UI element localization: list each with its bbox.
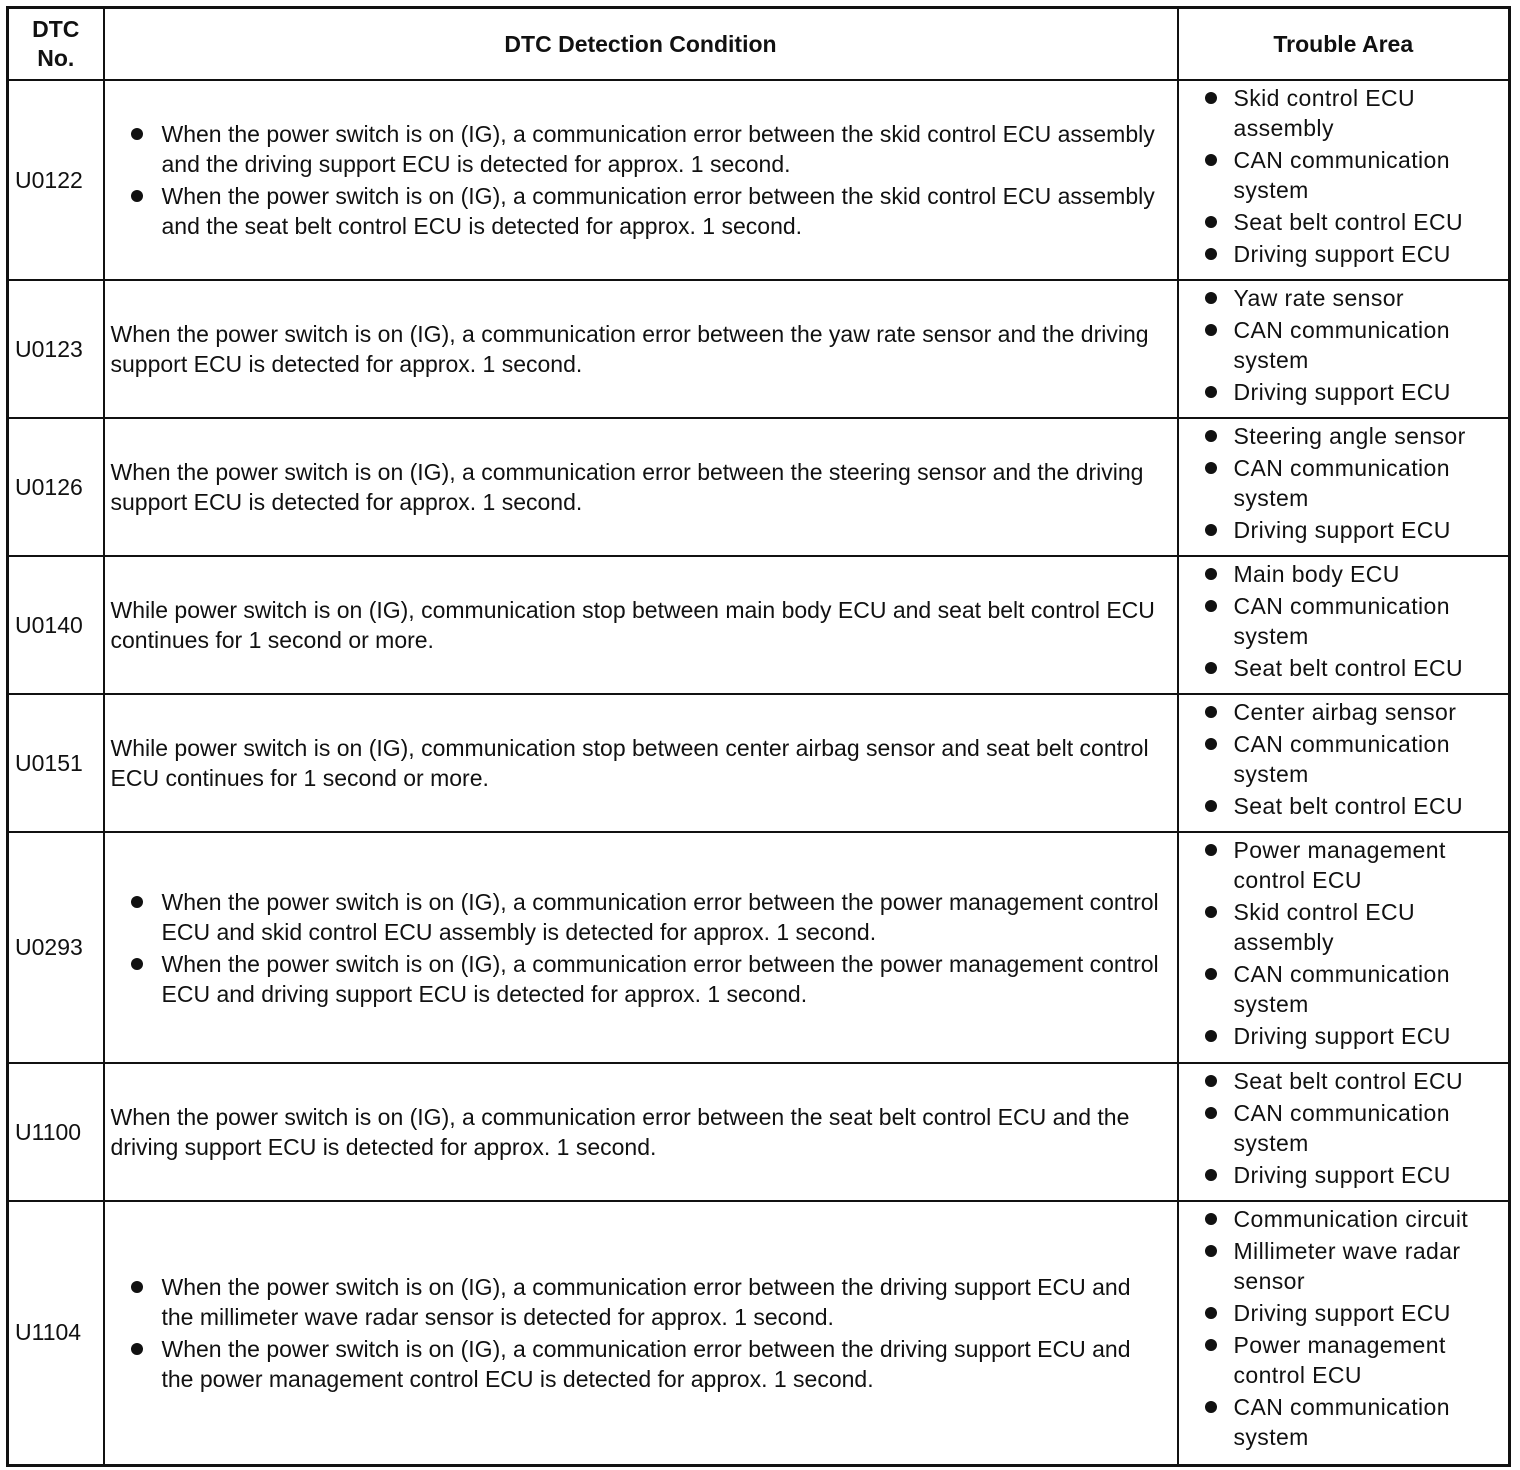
trouble-area-item: Driving support ECU xyxy=(1203,239,1505,269)
trouble-area-item: Millimeter wave radar sensor xyxy=(1203,1236,1505,1296)
header-row xyxy=(8,8,1510,81)
trouble-area-item: CAN communication system xyxy=(1203,145,1505,205)
dtc-code: U0293 xyxy=(8,832,104,1063)
condition-list xyxy=(111,1272,1167,1394)
trouble-area-item: Seat belt control ECU xyxy=(1203,207,1505,237)
trouble-area-item: Driving support ECU xyxy=(1203,1298,1505,1328)
trouble-area-item: CAN communication system xyxy=(1203,315,1505,375)
trouble-area-item: Power management control ECU xyxy=(1203,835,1505,895)
trouble-area xyxy=(1178,694,1510,832)
detection-condition: When the power switch is on (IG), a communication error between the seat belt control ECU and the driving support ECU is detected for approx. 1 second. xyxy=(104,1063,1178,1201)
trouble-area-item: CAN communication system xyxy=(1203,453,1505,513)
trouble-area-item: Driving support ECU xyxy=(1203,515,1505,545)
detection-condition xyxy=(104,80,1178,280)
trouble-area-list xyxy=(1203,1204,1505,1452)
trouble-area-item: Driving support ECU xyxy=(1203,1021,1505,1051)
table-row xyxy=(8,1063,1510,1201)
table-row xyxy=(8,556,1510,694)
trouble-area-item: Center airbag sensor xyxy=(1203,697,1505,727)
detection-condition: While power switch is on (IG), communication stop between center airbag sensor and seat belt control ECU continues for 1 second or more. xyxy=(104,694,1178,832)
trouble-area-list xyxy=(1203,1066,1505,1190)
trouble-area-item: CAN communication system xyxy=(1203,1098,1505,1158)
dtc-table xyxy=(6,6,1511,1467)
trouble-area-item: Power management control ECU xyxy=(1203,1330,1505,1390)
trouble-area-item: CAN communication system xyxy=(1203,1392,1505,1452)
table-row xyxy=(8,280,1510,418)
trouble-area-item: Main body ECU xyxy=(1203,559,1505,589)
table-row xyxy=(8,80,1510,280)
dtc-code: U1104 xyxy=(8,1201,104,1465)
dtc-code: U0126 xyxy=(8,418,104,556)
condition-item: When the power switch is on (IG), a communication error between the skid control ECU assembly and the seat belt control ECU is detected for approx. 1 second. xyxy=(129,181,1167,241)
detection-condition: When the power switch is on (IG), a communication error between the steering sensor and the driving support ECU is detected for approx. 1 second. xyxy=(104,418,1178,556)
table-row xyxy=(8,418,1510,556)
table-row xyxy=(8,694,1510,832)
condition-item: When the power switch is on (IG), a communication error between the driving support ECU and the millimeter wave radar sensor is detected for approx. 1 second. xyxy=(129,1272,1167,1332)
condition-list xyxy=(111,119,1167,241)
trouble-area-item: Seat belt control ECU xyxy=(1203,1066,1505,1096)
trouble-area xyxy=(1178,556,1510,694)
trouble-area xyxy=(1178,832,1510,1063)
trouble-area-item: Seat belt control ECU xyxy=(1203,653,1505,683)
detection-condition: When the power switch is on (IG), a communication error between the yaw rate sensor and the driving support ECU is detected for approx. 1 second. xyxy=(104,280,1178,418)
trouble-area-item: Steering angle sensor xyxy=(1203,421,1505,451)
trouble-area-item: CAN communication system xyxy=(1203,591,1505,651)
trouble-area-item: Driving support ECU xyxy=(1203,1160,1505,1190)
trouble-area xyxy=(1178,1063,1510,1201)
trouble-area-item: Yaw rate sensor xyxy=(1203,283,1505,313)
dtc-code: U1100 xyxy=(8,1063,104,1201)
header-condition: DTC Detection Condition xyxy=(104,8,1178,81)
table-row xyxy=(8,832,1510,1063)
trouble-area-item: Skid control ECU assembly xyxy=(1203,83,1505,143)
dtc-code: U0140 xyxy=(8,556,104,694)
header-trouble-area: Trouble Area xyxy=(1178,8,1510,81)
trouble-area-item: CAN communication system xyxy=(1203,729,1505,789)
dtc-code: U0151 xyxy=(8,694,104,832)
trouble-area-list xyxy=(1203,283,1505,407)
trouble-area-item: CAN communication system xyxy=(1203,959,1505,1019)
trouble-area xyxy=(1178,418,1510,556)
trouble-area xyxy=(1178,80,1510,280)
condition-list xyxy=(111,887,1167,1009)
trouble-area-item: Skid control ECU assembly xyxy=(1203,897,1505,957)
trouble-area-list xyxy=(1203,83,1505,269)
table-row xyxy=(8,1201,1510,1465)
trouble-area-list xyxy=(1203,421,1505,545)
detection-condition xyxy=(104,832,1178,1063)
condition-item: When the power switch is on (IG), a communication error between the power management control ECU and skid control ECU assembly is detected for approx. 1 second. xyxy=(129,887,1167,947)
condition-item: When the power switch is on (IG), a communication error between the driving support ECU and the power management control ECU is detected for approx. 1 second. xyxy=(129,1334,1167,1394)
detection-condition xyxy=(104,1201,1178,1465)
dtc-code: U0123 xyxy=(8,280,104,418)
trouble-area-item: Driving support ECU xyxy=(1203,377,1505,407)
header-dtc-no: DTC No. xyxy=(8,8,104,81)
condition-item: When the power switch is on (IG), a communication error between the skid control ECU assembly and the driving support ECU is detected for approx. 1 second. xyxy=(129,119,1167,179)
trouble-area-list xyxy=(1203,697,1505,821)
trouble-area xyxy=(1178,1201,1510,1465)
trouble-area-list xyxy=(1203,835,1505,1051)
trouble-area xyxy=(1178,280,1510,418)
trouble-area-list xyxy=(1203,559,1505,683)
condition-item: When the power switch is on (IG), a communication error between the power management control ECU and driving support ECU is detected for approx. 1 second. xyxy=(129,949,1167,1009)
detection-condition: While power switch is on (IG), communication stop between main body ECU and seat belt control ECU continues for 1 second or more. xyxy=(104,556,1178,694)
dtc-code: U0122 xyxy=(8,80,104,280)
trouble-area-item: Communication circuit xyxy=(1203,1204,1505,1234)
trouble-area-item: Seat belt control ECU xyxy=(1203,791,1505,821)
